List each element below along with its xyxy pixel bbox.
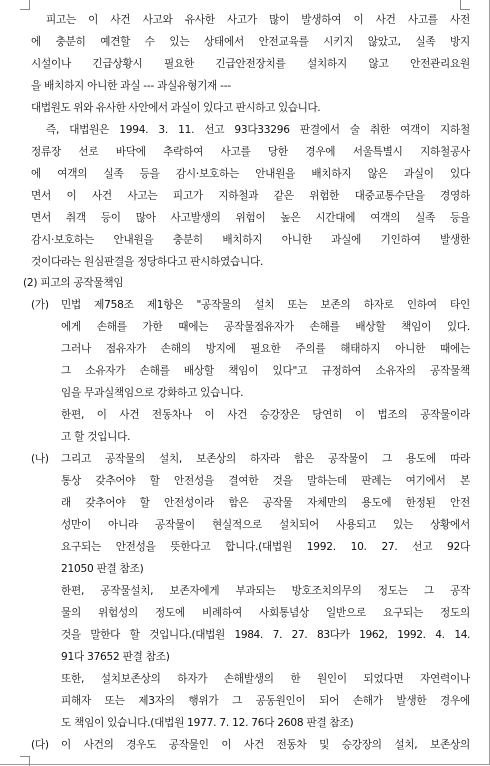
text-line: 91다 37652 판결 참조) bbox=[61, 651, 170, 663]
text-line: 즉, 대법원은 1994. 3. 11. 선고 93다33296 판결에서 술 취한 여객이 지하철 bbox=[46, 124, 470, 136]
text-line: 요구되는 안전성을 뜻한다고 합니다.(대법원 1992. 10. 27. 선고 92다 bbox=[61, 541, 470, 553]
text-line: 것이다라는 원심판결을 정당하다고 판시하였습니다. bbox=[31, 256, 264, 268]
text-line: 대법원도 위와 유사한 사안에서 과실이 있다고 판시하고 있습니다. bbox=[31, 102, 321, 114]
text-line: 면서 이 사건 사고는 피고가 지하철과 같은 위험한 대중교통수단을 경영하 bbox=[31, 190, 470, 202]
section-heading: (2) 피고의 공작물책임 bbox=[23, 277, 124, 289]
text-line: 에 충분히 예견할 수 있는 상태에서 안전교육를 시키지 않았고, 실족 방지 bbox=[31, 36, 470, 48]
text-line: 물의 위험성의 정도에 비례하여 사회통념상 일반으로 요구되는 정도의 bbox=[61, 607, 470, 619]
text-line: 임을 무과실책임으로 강화하고 있습니다. bbox=[61, 387, 244, 399]
text-line: 을 배치하지 아니한 과실 --- 과실유형기재 --- bbox=[31, 80, 231, 92]
item-marker: (가) bbox=[31, 299, 49, 311]
text-line: 민법 제758조 제1항은 "공작물의 설치 또는 보존의 하자로 인하여 타인 bbox=[61, 299, 470, 311]
text-line: 정류장 선로 바닥에 추락하여 사고를 당한 경우에 서울특별시 지하철공사 bbox=[31, 146, 470, 158]
text-line: 감시·보호하는 안내원을 충분히 배치하지 아니한 과실에 기인하여 발생한 bbox=[31, 234, 470, 246]
text-line: 도 책임이 있습니다.(대법원 1977. 7. 12. 76다 2608 판결 참조) bbox=[61, 717, 354, 729]
text-line: 한편, 공작물설치, 보존자에게 부과되는 방호조치의무의 정도는 그 공작 bbox=[61, 585, 470, 597]
text-line: 피고는 이 사건 사고와 유사한 사고가 많이 발생하여 이 사건 사고를 사전 bbox=[46, 14, 470, 26]
crop-mark-top-left bbox=[20, 0, 30, 10]
item-marker: (나) bbox=[31, 453, 49, 465]
text-line: 래 갖추어야 할 안전성이라 함은 공작물 자체만의 용도에 한정된 안전 bbox=[61, 497, 470, 509]
text-line: 그 소유자가 손해를 배상할 책임이 있다"고 규정하여 소유자의 공작물책 bbox=[61, 365, 470, 377]
text-line: 그리고 공작물의 설치, 보존상의 하자라 함은 공작물이 그 용도에 따라 bbox=[61, 453, 470, 465]
text-line: 한편, 이 사건 전동차나 이 사건 승강장은 당연히 이 법조의 공작물이라 bbox=[61, 409, 470, 421]
text-line: 이 사건의 경우도 공작물인 이 사건 전동차 및 승강장의 설치, 보존상의 bbox=[61, 739, 470, 751]
text-line: 시설이나 긴급상황시 필요한 긴급안전장치를 설치하지 않고 안전관리요원 bbox=[31, 58, 470, 70]
text-line: 에 여객의 실족 등을 감시·보호하는 안내원을 배치하지 않은 과실이 있다 bbox=[31, 168, 470, 180]
text-line: 고 할 것입니다. bbox=[61, 431, 131, 443]
text-line: 성만이 아니라 공작물이 현실적으로 설치되어 사용되고 있는 상황에서 bbox=[61, 519, 470, 531]
text-line: 에게 손해를 가한 때에는 공작물점유자가 손해를 배상할 책임이 있다. bbox=[61, 321, 470, 333]
text-line: 면서 취객 등이 많아 사고발생의 위험이 높은 시간대에 여객의 실족 등을 bbox=[31, 212, 470, 224]
text-line: 통상 갖추어야 할 안전성을 결여한 것을 말하는데 판례는 여기에서 본 bbox=[61, 475, 470, 487]
text-line: 그러나 점유자가 손해의 방지에 필요한 주의를 해태하지 아니한 때에는 bbox=[61, 343, 470, 355]
item-marker: (다) bbox=[31, 739, 49, 751]
text-line: 또한, 설치보존상의 하자가 손해발생의 한 원인이 되었다면 자연력이나 bbox=[61, 673, 470, 685]
text-line: 피해자 또는 제3자의 행위가 그 공동원인이 되어 손해가 발생한 경우에 bbox=[61, 695, 470, 707]
text-line: 21050 판결 참조) bbox=[61, 563, 144, 575]
text-line: 것을 말한다 할 것입니다.(대법원 1984. 7. 27. 83다카 1962, 1992. 4. 14. bbox=[61, 629, 470, 641]
